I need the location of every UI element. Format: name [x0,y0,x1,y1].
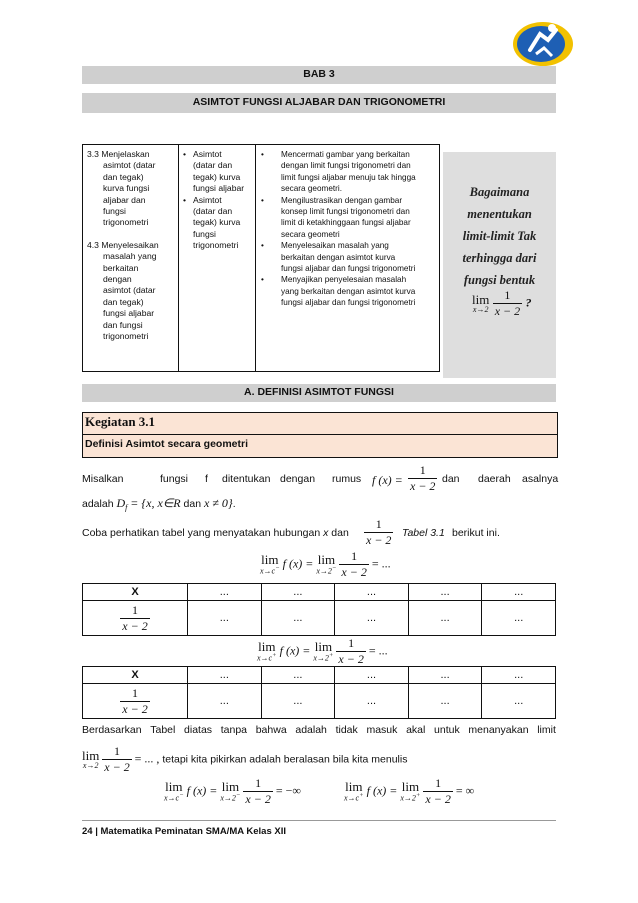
table-right-approach [82,666,556,719]
paragraph-1: Misalkan fungsi f ditentukan dengan rumus f (x) = $\frac{1}{x - 2}$ dan daerah asalnya [82,463,559,493]
limit-right-approach: lim x→c+ f (x) = lim x→2+ $\frac{1}{x - 2}$ = ... [257,636,388,666]
activity-title: Kegiatan 3.1 [85,414,156,429]
kd-col-divider-1 [178,145,179,371]
question-formula: lim x→2 $\frac{1}{x - 2}$ ? [472,288,532,318]
footer-rule [82,820,556,821]
section-a-title: A. DEFINISI ASIMTOT FUNGSI [244,386,394,398]
question-text: Bagaimana menentukan limit-limit Tak terhingga dari fungsi bentuk [462,185,537,287]
kd-col-divider-2 [255,145,256,371]
activity-divider [83,434,557,435]
kd-table [82,144,440,372]
chapter-title: ASIMTOT FUNGSI ALJABAR DAN TRIGONOMETRI [192,96,446,108]
paragraph-3: Coba perhatikan tabel yang menyatakan hubungan x dan $\frac{1}{x - 2}$ Tabel 3.1 berikut ini. [82,517,500,547]
table-row: X ... ... ... ... ... [83,667,556,684]
table-row: X ... ... ... ... ... [83,584,556,601]
activity-subtitle: Definisi Asimtot secara geometri [85,438,248,450]
ministry-logo [508,14,578,70]
paragraph-2: adalah $D_f = \{x$, x∈R dan x ≠ 0}. [82,496,236,513]
footer-text: 24 | Matematika Peminatan SMA/MA Kelas XII [82,826,286,837]
kd-competency-3-3: 3.3 Menjelaskan asimtot (datar dan tegak) kurva fungsi aljabar dan fungsi trigonometri 4.3 Menyelesaikan masalah yang berkaitan dengan asimtot (datar dan tegak) fungsi aljabar dan fungsi trigonometri [87,149,159,342]
final-limit-left: lim x→c− f (x) = lim x→2− $\frac{1}{x - 2}$ = −∞ [164,776,301,806]
chapter-label: BAB 3 [303,68,335,80]
table-left-approach [82,583,556,636]
conclusion-line-1: Berdasarkan Tabel diatas tanpa bahwa adalah tidak masuk akal untuk menanyakan limit [82,724,556,736]
kd-material-list: • Asimtot (datar dan tegak) kurva fungsi aljabar • Asimtot (datar dan tegak) kurva fungsi trigonometri [183,149,253,252]
conclusion-line-2: lim x→2 $\frac{1}{x - 2}$ = ... , tetapi kita pikirkan adalah beralasan bila kita menulis [82,744,408,774]
limit-left-approach: lim x→c− f (x) = lim x→2− $\frac{1}{x - 2}$ = ... [260,549,391,579]
final-limit-right: lim x→c+ f (x) = lim x→2+ $\frac{1}{x - 2}$ = ∞ [344,776,475,806]
table-row: $\frac{1}{x - 2}$ ... ... ... ... ... [83,601,556,636]
kd-activity-list: • Mencermati gambar yang berkaitan dengan limit fungsi trigonometri dan limit fungsi aljabar menuju tak hingga secara geometri. • Mengilustrasikan dengan gambar konsep limit fungsi trigonometri dan limit di ketakhinggaan fungsi aljabar secara geometri • Menyelesaikan masalah yang berkaitan dengan asimtot kurva fungsi aljabar dan fungsi trigonometri • Menyajikan penyelesaian masalah yang berkaitan dengan asimtot kurva fungsi aljabar dan fungsi trigonometri [261,149,437,309]
table-row: $\frac{1}{x - 2}$ ... ... ... ... ... [83,684,556,719]
